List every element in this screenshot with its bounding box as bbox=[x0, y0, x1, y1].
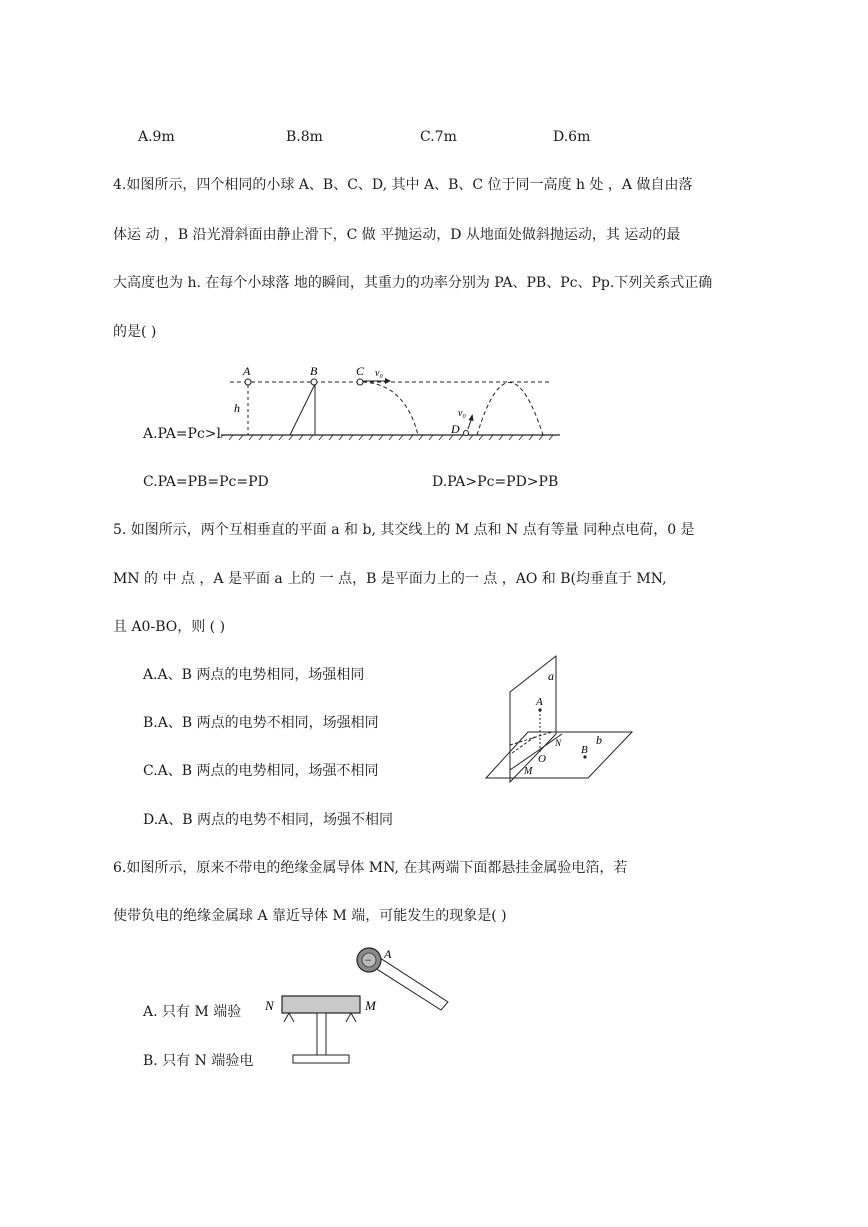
q4-stem-line4: 的是( ) bbox=[113, 324, 157, 340]
q5-stem-line3: 且 A0-BO，则 ( ) bbox=[113, 619, 226, 635]
label-o: O bbox=[538, 753, 546, 765]
q5-stem-line1: 5. 如图所示，两个互相垂直的平面 a 和 b, 其交线上的 M 点和 N 点有等量 同种点电荷，0 是 bbox=[113, 522, 695, 538]
label-m: M bbox=[365, 998, 376, 1013]
q5-option-d: D.A、B 两点的电势不相同，场强不相同 bbox=[143, 812, 394, 828]
q3-option-b: B.8m bbox=[286, 129, 323, 145]
q5-option-b: B.A、B 两点的电势不相同，场强相同 bbox=[143, 715, 379, 731]
q4-stem-line2: 体运 动 ，B 沿光滑斜面由静止滑下，C 做 平抛运动，D 从地面处做斜抛运动，其 运动的最 bbox=[113, 227, 681, 243]
label-d: D bbox=[451, 422, 460, 436]
q5-figure bbox=[482, 650, 642, 785]
ball-c bbox=[357, 379, 363, 385]
label-m: M bbox=[524, 766, 533, 777]
label-n: N bbox=[555, 738, 562, 748]
q4-option-a: A.PA=Pc>l bbox=[143, 426, 222, 442]
q4-figure bbox=[215, 362, 575, 442]
ball-d bbox=[464, 431, 469, 436]
q6-option-b: B. 只有 N 端验电 bbox=[143, 1053, 254, 1069]
q5-option-a: A.A、B 两点的电势相同，场强相同 bbox=[143, 667, 365, 683]
label-c: C bbox=[356, 364, 365, 378]
conductor-mn bbox=[282, 996, 360, 1013]
q6-option-a: A. 只有 M 端验 bbox=[143, 1004, 242, 1020]
label-a: A bbox=[243, 364, 251, 378]
label-v0-d: v₀ bbox=[458, 408, 466, 419]
ball-b bbox=[311, 379, 317, 385]
q6-stem-line2: 使带负电的绝缘金属球 A 靠近导体 M 端，可能发生的现象是( ) bbox=[113, 908, 507, 924]
ball-a bbox=[245, 379, 251, 385]
q3-option-c: C.7m bbox=[420, 129, 457, 145]
q6-figure bbox=[255, 938, 455, 1068]
q5-stem-line2: MN 的 中 点 ，A 是平面 a 上的 一 点，B 是平面力上的一 点 ，AO 和 B(均垂直于 MN, bbox=[113, 571, 667, 587]
ball-sign: − bbox=[364, 953, 373, 967]
label-ball-a: A bbox=[384, 947, 392, 961]
label-h: h bbox=[234, 401, 240, 415]
q4-option-d: D.PA>Pc=PD>PB bbox=[432, 474, 559, 490]
q3-option-a: A.9m bbox=[138, 129, 175, 145]
q6-stem-line1: 6.如图所示，原来不带电的绝缘金属导体 MN, 在其两端下面都悬挂金属验电箔，若 bbox=[113, 860, 628, 876]
q4-option-c: C.PA=PB=Pc=PD bbox=[143, 474, 269, 490]
q3-option-d: D.6m bbox=[553, 129, 591, 145]
label-point-b: B bbox=[581, 744, 588, 756]
label-plane-a: a bbox=[548, 669, 554, 683]
point-a bbox=[538, 708, 541, 711]
q4-stem-line1: 4.如图所示，四个相同的小球 A、B、C、D, 其中 A、B、C 位于同一高度 h 处 ，A 做自由落 bbox=[113, 177, 693, 193]
q4-stem-line3: 大高度也为 h. 在每个小球落 地的瞬间，其重力的功率分别为 PA、PB、Pc、Pp.下列关系式正确 bbox=[113, 275, 713, 291]
label-n: N bbox=[265, 998, 274, 1013]
q5-option-c: C.A、B 两点的电势相同，场强不相同 bbox=[143, 763, 379, 779]
label-plane-b: b bbox=[596, 733, 602, 747]
label-point-a: A bbox=[536, 696, 543, 708]
label-v0: v₀ bbox=[375, 368, 383, 379]
label-b: B bbox=[310, 364, 318, 378]
